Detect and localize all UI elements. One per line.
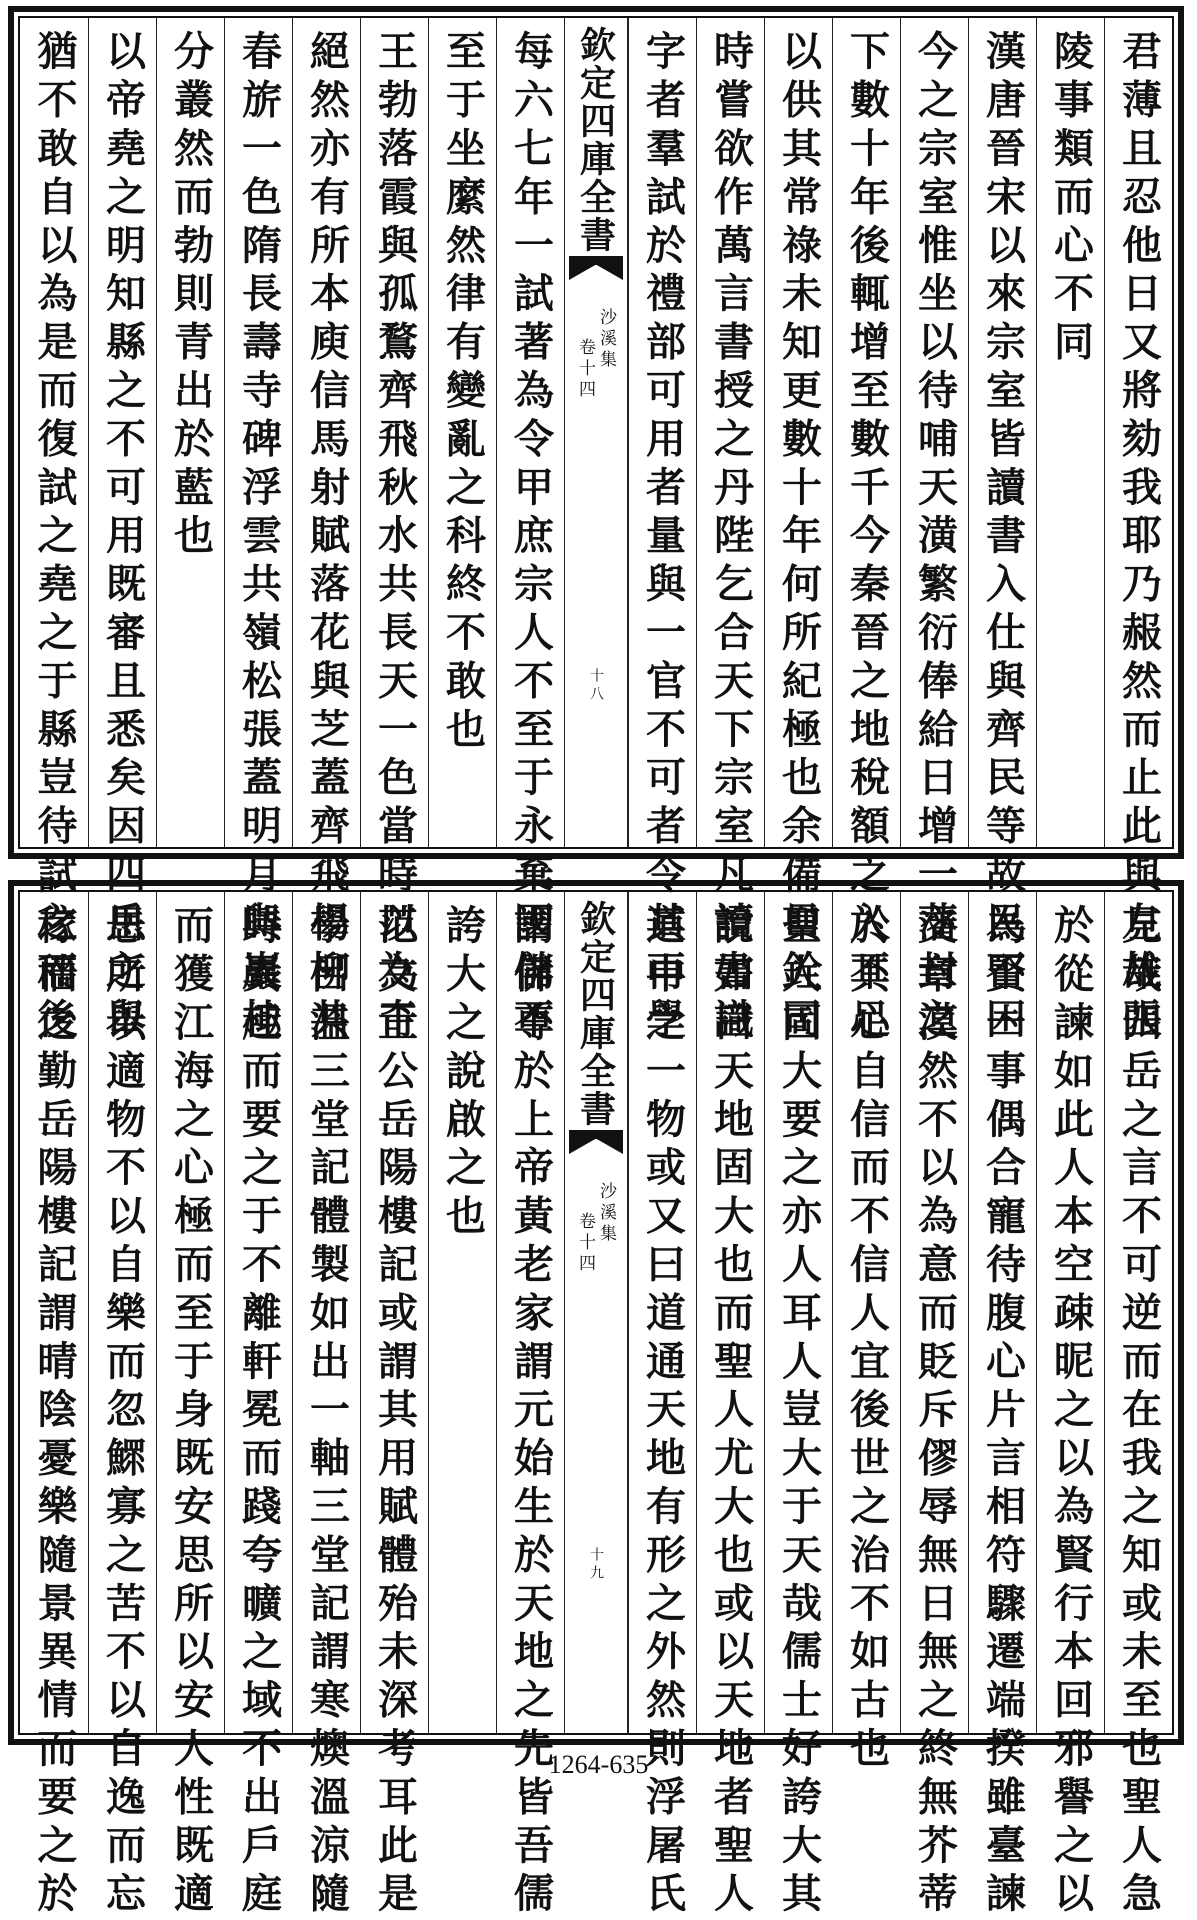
column-text: 聖人固大要之亦人耳人豈大于天哉儒士好誇大其 [775, 904, 823, 1920]
column-text: 春旂一色隋長壽寺碑浮雲共嶺松張蓋明月與巖桂 [235, 30, 283, 1047]
text-column [224, 18, 292, 1047]
leaf-page-number: 十八 [588, 668, 604, 704]
column-text: 陵事類而心不同 [1047, 30, 1095, 369]
text-column [900, 18, 968, 1047]
collection-title: 欽定四庫全書 [574, 900, 617, 1128]
column-text: 范文正公岳陽樓記或謂其用賦體殆未深考耳此是 [371, 904, 419, 1920]
column-text: 謂佛尊於上帝黃老家謂元始生於天地之先皆吾儒 [507, 904, 555, 1920]
text-column [968, 18, 1036, 1047]
book-title: 沙溪集 [596, 308, 616, 371]
column-text: 交章漠然不以為意而貶斥僇辱無日無之終無芥蒂 [911, 904, 959, 1920]
text-column [696, 892, 764, 1920]
text-column [88, 18, 156, 1047]
text-column [428, 892, 496, 1733]
text-column [628, 892, 696, 1920]
text-column [496, 892, 564, 1920]
column-text: 於從諫如此人本空疎昵之以為賢行本回邪譽之以 [1047, 904, 1095, 1920]
text-column [292, 892, 360, 1920]
text-column [832, 18, 900, 1047]
column-text: 以帝堯之明知縣之不可用既審且悉矣因四岳之舉 [99, 30, 147, 1047]
text-column [292, 18, 360, 1047]
text-column [900, 892, 968, 1920]
text-column [20, 18, 88, 1047]
volume-number: 卷十四 [575, 1212, 595, 1275]
column-text: 猶不敢自以為是而復試之堯之于縣豈待試之而後 [31, 30, 78, 1047]
page-footer-number: 1264-635 [548, 1750, 649, 1779]
page-top [8, 6, 1184, 1047]
text-column [156, 892, 224, 1920]
column-text: 王勃落霞與孤鶩齊飛秋水共長天一色當時以為奇 [371, 30, 419, 1047]
text-column [360, 892, 428, 1920]
text-column [764, 892, 832, 1920]
column-text: 君薄且忍他日又將劾我耶乃赧然而止此與左雄張 [1115, 30, 1163, 1047]
column-text: 以供其常祿未知更數十年何所紀極也余備員銓司 [775, 30, 823, 1047]
column-text: 時異趣而要之于不離軒冕而踐夸曠之域不出戶庭 [235, 904, 283, 1920]
column-text: 稼穡之勤岳陽樓記謂晴陰憂樂隨景異情而要之於 [31, 904, 78, 1920]
text-column [968, 892, 1036, 1920]
text-column [832, 892, 900, 1776]
text-column [88, 892, 156, 1920]
leaf-page-number: 十九 [588, 1547, 604, 1583]
volume-number: 卷十四 [575, 338, 595, 401]
text-column [156, 18, 224, 847]
column-text: 道中之一物或又曰道通天地有形之外然則浮屠氏 [639, 904, 687, 1920]
fishtail-mark-icon [569, 1130, 623, 1156]
text-column [1104, 18, 1172, 1047]
column-text: 而獲江海之心極而至于身既安思所以安人性既適 [167, 904, 215, 1920]
text-column [696, 18, 764, 1047]
column-text: 見哉四岳之言不可逆而在我之知或未至也聖人急 [1115, 904, 1163, 1920]
column-text: 字者羣試於禮部可用者量與一官不可者令其再學 [639, 30, 687, 1047]
text-column [1104, 892, 1172, 1920]
column-text: 下數十年後輒增至數千今秦晉之地稅額之入不足 [843, 30, 891, 1047]
text-column [428, 18, 496, 847]
center-fold-column [564, 18, 628, 847]
text-column [628, 18, 696, 1047]
column-text: 時嘗欲作萬言書授之丹陛乞合天下宗室凡讀書識 [707, 30, 755, 1047]
column-text: 誇大之說啟之也 [439, 904, 487, 1243]
text-column [496, 18, 564, 1047]
column-text: 思所以適物不以自樂而忽鰥寡之苦不以自逸而忘 [99, 904, 147, 1920]
text-column [360, 18, 428, 1047]
fishtail-mark-icon [569, 256, 623, 282]
book-title: 沙溪集 [596, 1182, 616, 1245]
column-text: 漢唐晉宋以來宗室皆讀書入仕與齊民等故民不困 [979, 30, 1027, 1047]
column-text: 於其心自信而不信人宜後世之治不如古也 [843, 904, 891, 1776]
column-text: 絕然亦有所本庾信馬射賦落花與芝蓋齊飛楊柳共 [303, 30, 351, 1047]
page-frame [18, 16, 1174, 1047]
column-text: 分叢然而勃則青出於藍也 [167, 30, 215, 563]
column-text: 學呂溫三堂記體製如出一軸三堂記謂寒燠溫涼隨 [303, 904, 351, 1920]
column-text: 至于坐縻然律有變亂之科終不敢也 [439, 30, 487, 756]
center-fold-column [564, 892, 628, 1733]
text-column [1036, 18, 1104, 847]
column-text: 今之宗室惟坐以待哺天潢繁衍俸給日增一藩封之 [911, 30, 959, 1047]
text-column [20, 892, 88, 1920]
text-column [764, 18, 832, 1047]
collection-title: 欽定四庫全書 [574, 26, 617, 254]
column-text: 說如曰天地固大也而聖人尤大也或以天地者聖人 [707, 904, 755, 1920]
column-text: 為賢一事偶合寵待腹心片言相符驟遷端揆雖臺諫 [979, 904, 1027, 1920]
column-text: 每六七年一試著為令甲庶宗人不至于永棄國儲不 [507, 30, 555, 1047]
text-column [1036, 892, 1104, 1920]
text-column [224, 892, 292, 1920]
